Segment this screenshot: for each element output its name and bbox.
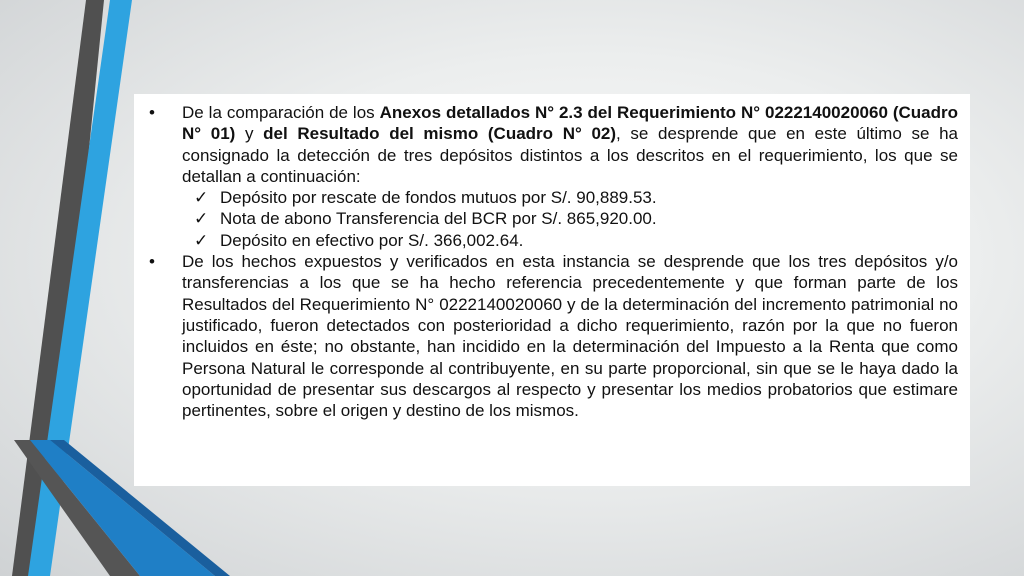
bullet-marker: • xyxy=(149,252,155,272)
checkmark-icon: ✓ xyxy=(194,188,209,208)
check-item xyxy=(142,208,958,229)
slide-content-box xyxy=(134,94,970,486)
check-item xyxy=(142,230,958,251)
check-item xyxy=(142,187,958,208)
check-item-text: Depósito por rescate de fondos mutuos por S/. 90,889.53. xyxy=(220,188,657,208)
checkmark-icon: ✓ xyxy=(194,230,209,250)
bullet-1-bold-b: del Resultado del mismo (Cuadro N° 02) xyxy=(263,124,617,144)
bullet-item-1 xyxy=(142,102,958,187)
checkmark-icon: ✓ xyxy=(194,209,209,229)
check-item-text: Nota de abono Transferencia del BCR por S/. 865,920.00. xyxy=(220,209,657,229)
bullet-2-paragraph: De los hechos expuestos y verificados en esta instancia se desprende que los tres depósitos y/o transferencias a los que se ha hecho referencia precedentemente y que forman parte de los Resultados del Requerimiento N° 0222140020060 y de la determinación del incremento patrimonial no justificado, fueron detectados con posterioridad a dicho requerimiento, razón por la que no fueron incluidos en éste; no obstante, han incidido en la determinación del Impuesto a la Renta que como Persona Natural le corresponde al contribuyente, en su parte proporcional, sin que se le haya dado la oportunidad de presentar sus descargos al respecto y presentar los medios probatorios que estimare pertinentes, sobre el origen y destino de los mismos. xyxy=(182,252,958,421)
bullet-1-text-c: , se desprende que en este último se ha consignado la detección de tres depósitos distintos a los descritos en el requerimiento, los que se detallan a continuación: xyxy=(182,124,958,186)
bullet-item-2 xyxy=(142,251,958,421)
bullet-1-text-b: y xyxy=(235,124,264,144)
bullet-marker: • xyxy=(149,103,155,122)
bullet-1-bold-a: Anexos detallados N° 2.3 del Requerimiento N° 0222140020060 (Cuadro N° 01) xyxy=(182,103,958,144)
bullet-1-paragraph xyxy=(182,102,958,187)
bullet-1-text-a: De la comparación de los xyxy=(182,103,380,122)
check-list xyxy=(142,187,958,251)
check-item-text: Depósito en efectivo por S/. 366,002.64. xyxy=(220,230,524,250)
